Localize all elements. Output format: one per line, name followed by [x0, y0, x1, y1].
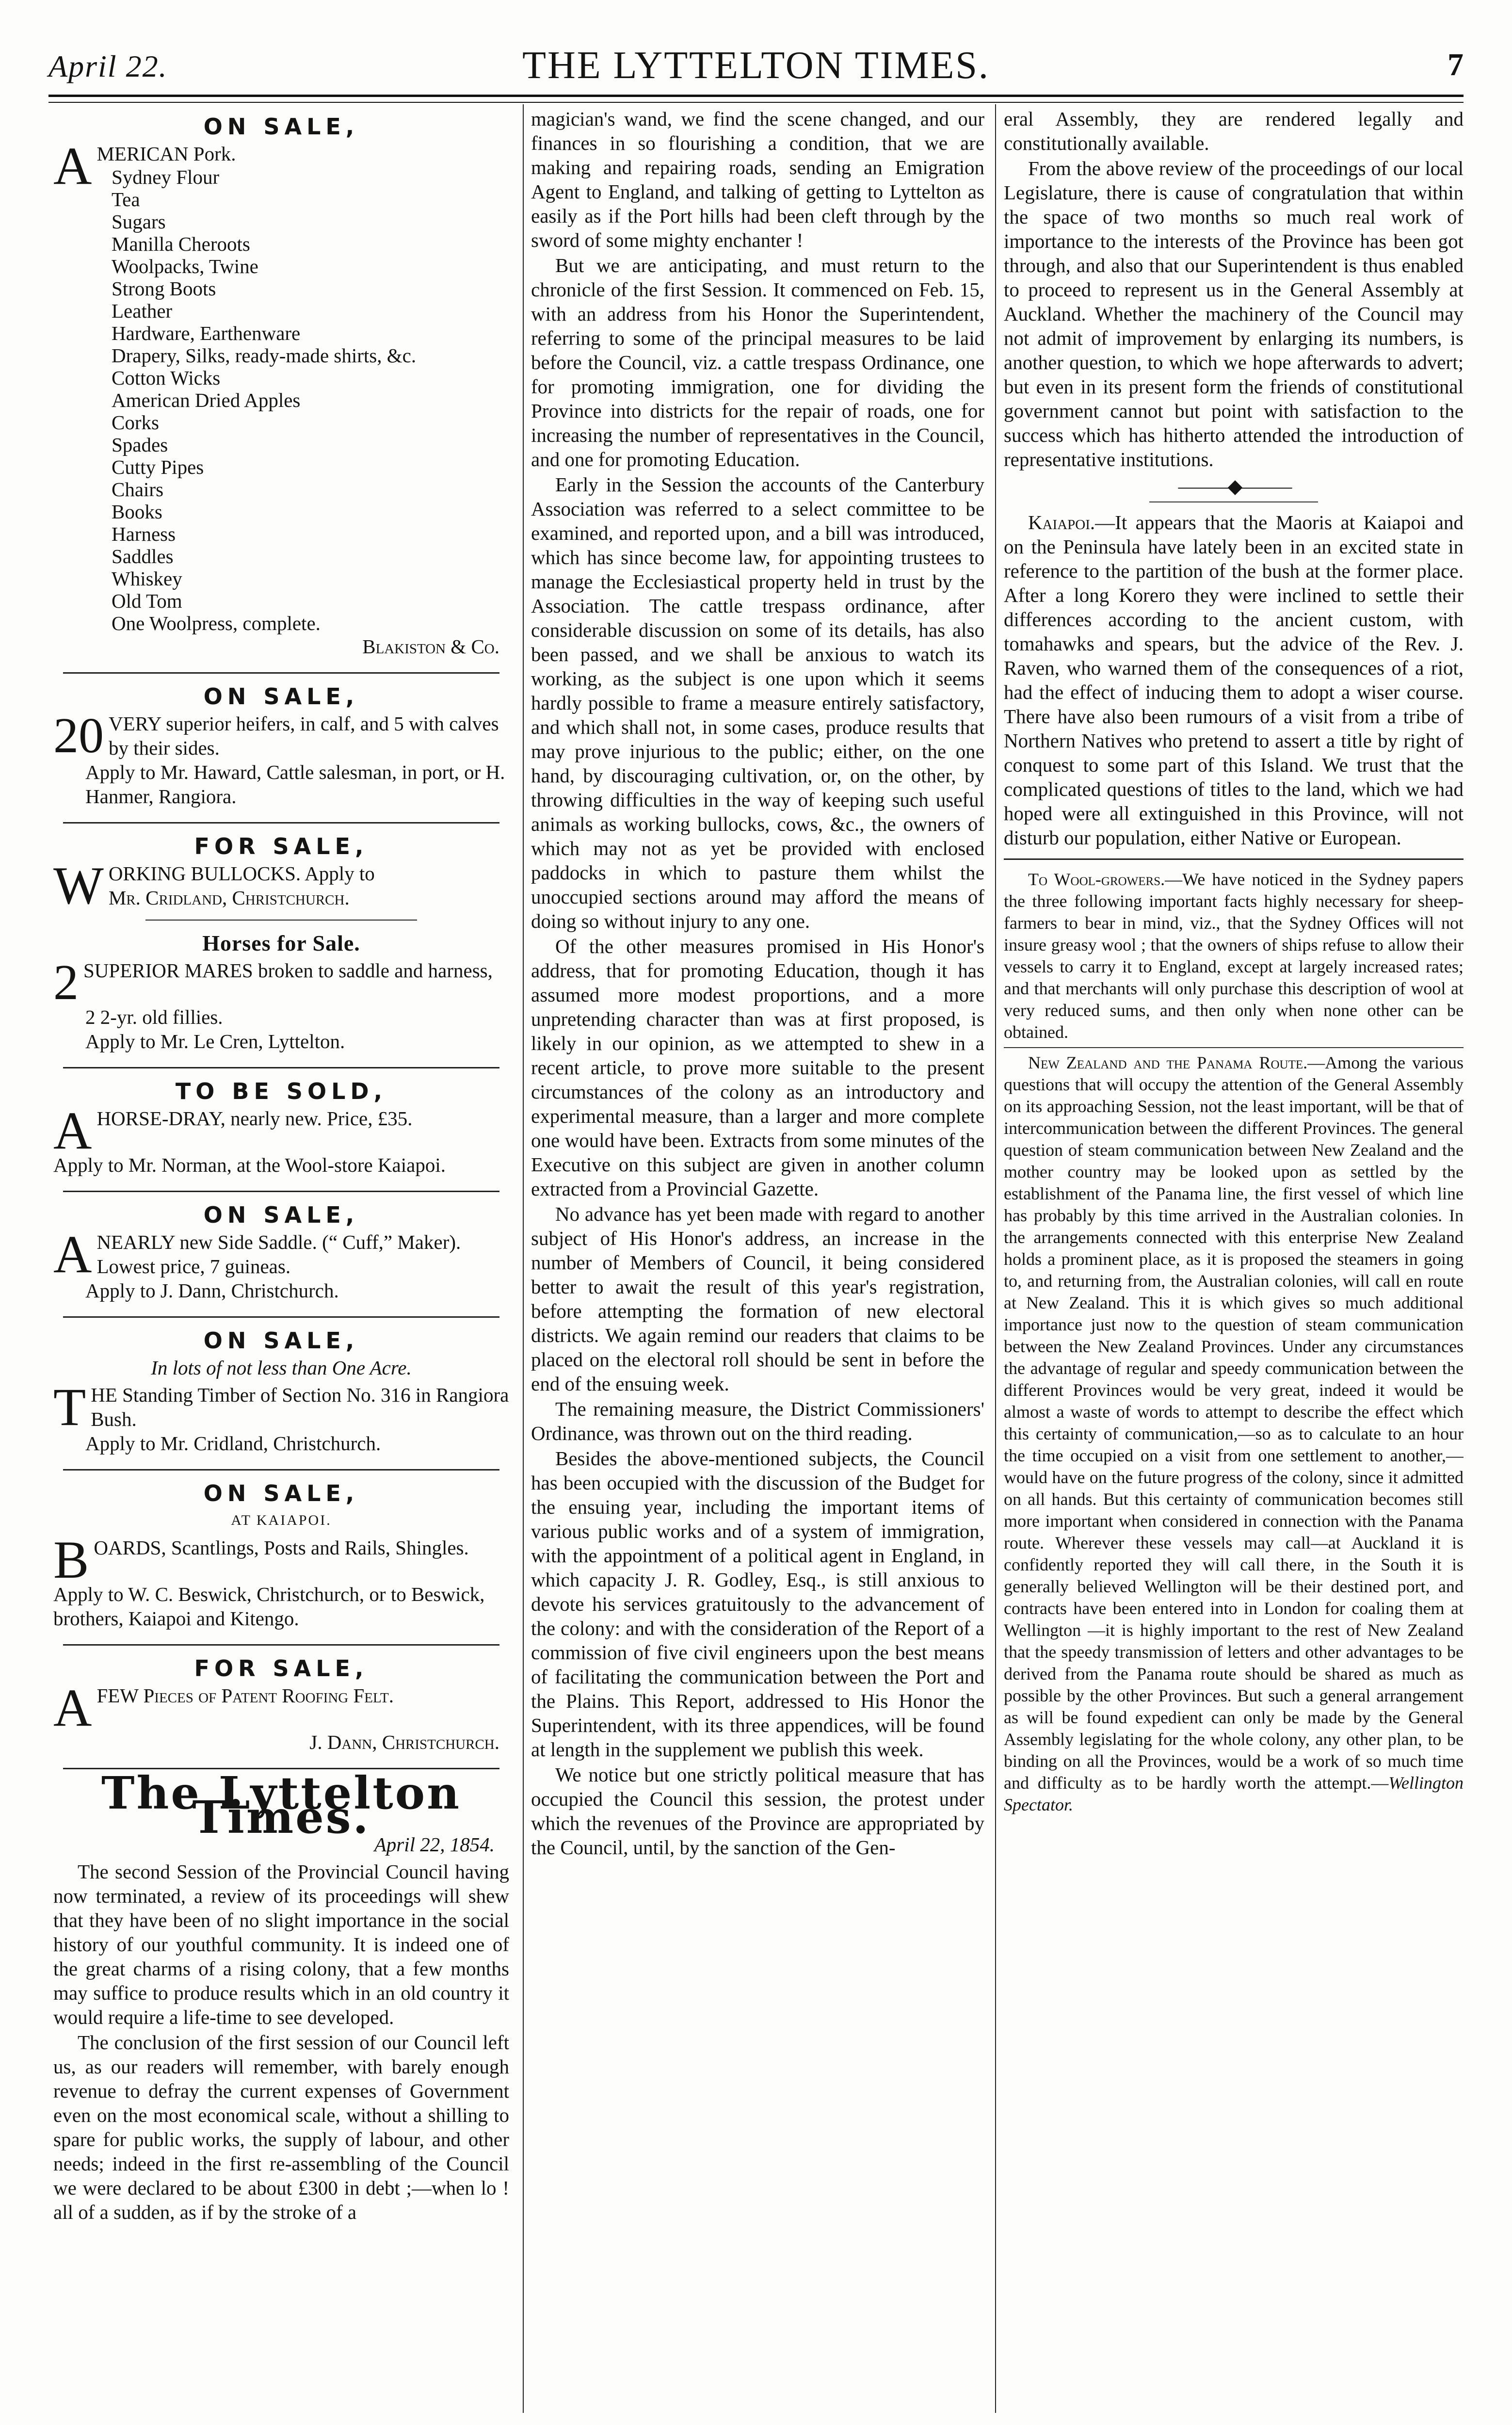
column-advertisements	[48, 107, 514, 2425]
news-body: —We have noticed in the Sydney papers the three following important facts highly necessary for sheep-farmers to bear in mind, viz., that the Sydney Offices will not insure greasy wool ; that the owners of ships refuse to allow their vessels to carry it to England, except at largely increased rates; and that merchants will only purchase this description of wool at very reduced sums, and then only when none other can be obtained.	[1004, 870, 1464, 1042]
ad-list-item: Chairs	[112, 478, 164, 501]
news-heading: To Wool-growers.	[1028, 870, 1165, 889]
ad-heading: TO BE SOLD,	[175, 1078, 387, 1104]
ad-list-item: Spades	[112, 434, 168, 456]
news-wool-growers	[1004, 869, 1464, 1043]
ad-list-item: Woolpacks, Twine	[112, 255, 258, 277]
ad-list-item: Sugars	[112, 210, 166, 233]
ad-divider	[145, 920, 417, 921]
ad-subheading: AT KAIAPOI.	[231, 1512, 332, 1528]
news-body: —Among the various questions that will occupy the attention of the General Assembly on its approaching Session, not the least important, will be that of intercommunication between the different Provinces. The general question of steam communication between New Zealand and the mother country may be looked upon as settled by the establishment of the Panama line, the first vessel of which line has probably by this time arrived in the Australian colonies. In the arrangements connected with this enterprise New Zealand holds a prominent place, as it is proposed the steamers in going to, and returning from, the Australian colonies, will call en route at New Zealand. This it is which gives so much additional importance just now to the question of steam communication between the New Zealand Provinces. Under any circumstances the advantage of regular and speedy communication between the different Provinces would be very great, indeed it would be almost a waste of words to attempt to describe the effect which this certainty of communication,—so as to calculate to an hour the time occupied on a visit from one settlement to another,—would have on the future progress of the colony, since it admitted on all hands. But this certainty of communication becomes still more important when considered in connection with the Panama route. Wherever these vessels may call—at Auckland it is confidently reported they will call there, in the South it is generally believed Wellington will be their destined port, and contracts have been entered into in London for coaling them at Wellington —it is highly important to the rest of New Zealand that the speedy transmission of letters and other advantages to be derived from the Panama route should be shared as much as possible by the other Provinces. But such a general arrangement as will be found expedient can only be made by the General Assembly legislating for the whole colony, any other plan, to be binding on all the Provinces, would be a work of so much time and difficulty as to be hardly worth the attempt.—	[1004, 1053, 1464, 1793]
newspaper-title: THE LYTTELTON TIMES.	[522, 44, 990, 87]
editorial-paragraph: The second Session of the Provincial Council having now terminated, a review of its proceedings will shew that they have been of no slight importance in the social history of our youthful community. It is indeed one of the great charms of a rising colony, that a few months may suffice to produce results which in an old country it would require a life-time to see developed.	[53, 1860, 509, 2028]
ad-text: NEARLY new Side Saddle. (“ Cuff,” Maker). Lowest price, 7 guineas.	[97, 1231, 461, 1277]
ad-heading: ON SALE,	[203, 113, 359, 140]
ad-heading: FOR SALE,	[194, 833, 369, 859]
news-heading: New Zealand and the Panama Route.	[1028, 1053, 1308, 1072]
drop-cap: W	[53, 856, 104, 915]
editorial	[48, 1767, 514, 2224]
ad-divider	[63, 1644, 499, 1646]
drop-cap: A	[53, 1101, 92, 1160]
ad-list-item: Strong Boots	[112, 277, 216, 300]
drop-cap: 2	[53, 954, 79, 1010]
ad-first-line: MERICAN Pork.	[97, 143, 236, 165]
issue-date: April 22.	[48, 49, 168, 83]
ad-divider	[63, 822, 499, 824]
column-news	[1004, 107, 1464, 2425]
drop-cap: A	[53, 136, 92, 195]
ad-list-item: Sydney Flour	[112, 166, 220, 188]
ad-list-item: Leather	[112, 300, 173, 322]
editorial-paragraph: The remaining measure, the District Commissioners' Ordinance, was thrown out on the third reading.	[531, 1398, 984, 1444]
ad-heading: Horses for Sale.	[202, 931, 360, 955]
ad-heading: ON SALE,	[203, 1327, 359, 1354]
ad-apply: Apply to Mr. Haward, Cattle salesman, in port, or H. Hanmer, Rangiora.	[85, 761, 505, 808]
ad-apply: Apply to J. Dann, Christchurch.	[85, 1279, 339, 1302]
ad-bullocks	[48, 826, 514, 915]
editorial-paragraph: Early in the Session the accounts of the Canterbury Association was referred to a select committee to be examined, and reported upon, and a bill was introduced, which has since become law, for appointing trustees to manage the Ecclesiastical property held in trust by the Association. The cattle trespass ordinance, after considerable discussion on some of its details, has also been passed, and we shall be anxious to watch its working, as the subject is one upon which it seems hardly possible to frame a measure entirely satisfactory, and which shall not, in some cases, produce results that may prove injurious to the public; either, on the one hand, by discouraging cultivation, or, on the other, by throwing difficulties in the way of keeping such useful animals as working bullocks, cows, &c., the owners of which may not as yet be provided with enclosed paddocks in which to pasture them whilst the unoccupied sections around may afford the means of doing so without injury to any one.	[531, 473, 984, 932]
ad-heifers	[48, 677, 514, 813]
drop-cap: 20	[53, 708, 104, 763]
section-divider	[1004, 1047, 1464, 1048]
ad-divider	[63, 1191, 499, 1192]
ad-list-item: Whiskey	[112, 567, 182, 590]
news-heading: Kaiapoi.	[1028, 511, 1095, 534]
drop-cap: B	[53, 1530, 89, 1589]
ad-heading: FOR SALE,	[194, 1655, 369, 1681]
ad-apply: Mr. Cridland, Christchurch.	[108, 887, 350, 909]
ad-list-item: Saddles	[112, 545, 174, 567]
ad-apply: Apply to W. C. Beswick, Christchurch, or to Beswick, brothers, Kaiapoi and Kitengo.	[53, 1583, 485, 1630]
ad-list-item: Drapery, Silks, ready-made shirts, &c.	[112, 344, 417, 367]
ad-standing-timber	[48, 1321, 514, 1460]
ad-boards	[48, 1473, 514, 1635]
news-panama-route	[1004, 1052, 1464, 1816]
ad-heading: ON SALE,	[203, 1202, 359, 1228]
ornament-divider: ———◆———	[1178, 475, 1289, 497]
masthead-rule-thin	[48, 102, 1464, 103]
ad-horse-dray	[48, 1071, 514, 1182]
ad-divider	[63, 1316, 499, 1318]
ad-list-item: Cotton Wicks	[112, 367, 221, 389]
editorial-paragraph: Of the other measures promised in His Honor's address, that for promoting Education, though it has assumed more modest proportions, and a more unpretending character than was at first proposed, is likely in our opinion, as we attempted to shew in a recent article, to prove more suitable to the present circumstances of the colony as an introductory and experimental measure, than a larger and more complete one would have been. Extracts from some minutes of the Executive on this subject are given in another column extracted from a Provincial Gazette.	[531, 935, 984, 1200]
ad-signature: Blakiston & Co.	[362, 635, 499, 658]
editorial-title: The Lyttelton Times.	[101, 1767, 461, 1843]
ad-roofing-felt	[48, 1649, 514, 1759]
ad-apply: Apply to Mr. Cridland, Christchurch.	[85, 1432, 381, 1455]
ad-list-item: Cutty Pipes	[112, 456, 204, 478]
ad-text: VERY superior heifers, in calf, and 5 with calves by their sides.	[109, 712, 499, 759]
ad-text: SUPERIOR MARES broken to saddle and harness,	[83, 959, 493, 982]
editorial-paragraph: eral Assembly, they are rendered legally and constitutionally available.	[1004, 108, 1464, 154]
ad-heading: ON SALE,	[203, 683, 359, 710]
drop-cap: A	[53, 1678, 92, 1737]
ad-side-saddle	[48, 1195, 514, 1308]
ad-text: HORSE-DRAY, nearly new. Price, £35.	[97, 1107, 413, 1130]
section-divider	[1004, 858, 1464, 860]
ad-heading: ON SALE,	[203, 1480, 359, 1506]
ad-list-item: One Woolpress, complete.	[112, 612, 321, 634]
ad-note: In lots of not less than One Acre.	[151, 1357, 412, 1379]
editorial-paragraph: The conclusion of the first session of our Council left us, as our readers will remember, with barely enough revenue to defray the current expenses of Government even on the most economical scale, without a shilling to spare for public works, the supply of labour, and other needs; indeed in the first re-assembling of the Council we were declared to be about £300 in debt ;—when lo ! all of a sudden, as if by the stroke of a	[53, 2031, 509, 2223]
editorial-date: April 22, 1854.	[374, 1833, 495, 1856]
ad-apply: Apply to Mr. Le Cren, Lyttelton.	[85, 1030, 345, 1052]
ad-text: FEW Pieces of Patent Roofing Felt.	[97, 1684, 394, 1707]
news-kaiapoi	[1004, 510, 1464, 850]
ad-list-item: Manilla Cheroots	[112, 233, 250, 255]
ad-list-item: Harness	[112, 523, 176, 545]
ad-list-item: Hardware, Earthenware	[112, 322, 301, 344]
ad-american-pork	[48, 107, 514, 663]
editorial-paragraph: No advance has yet been made with regard to another subject of His Honor's address, an increase in the number of Members of Council, it being considered better to await the result of this year's registration, before attempting the formation of new electoral districts. We again remind our readers that claims to be placed on the electoral roll should be sent in before the end of the ensuing week.	[531, 1203, 984, 1395]
column-rule	[523, 104, 524, 2413]
masthead-rule	[48, 95, 1464, 97]
masthead	[48, 44, 1464, 97]
ad-divider	[63, 1469, 499, 1471]
ad-text-2: 2 2-yr. old fillies.	[85, 1006, 223, 1028]
drop-cap: T	[53, 1377, 86, 1437]
editorial-paragraph: magician's wand, we find the scene changed, and our finances in so flourishing a condition, that we are making and repairing roads, sending an Emigration Agent to England, and talking of getting to Lyttelton as easily as if the Port hills had been cleft through by the sword of some mighty enchanter !	[531, 108, 984, 251]
ad-list-item: Corks	[112, 411, 159, 434]
ad-divider	[63, 1067, 499, 1068]
ad-text: OARDS, Scantlings, Posts and Rails, Shingles.	[94, 1536, 469, 1559]
ad-text: ORKING BULLOCKS. Apply to	[108, 862, 375, 885]
editorial-paragraph: We notice but one strictly political measure that has occupied the Council this session, the protest under which the revenues of the Province are appropriated by the Council, until, by the sanction of the Gen-	[531, 1763, 984, 1859]
news-body: —It appears that the Maoris at Kaiapoi and on the Peninsula have lately been in an excited state in reference to the partition of the bush at the former place. After a long Korero they were inclined to settle their differences according to the ancient custom, with tomahawks and spears, but the advice of the Rev. J. Raven, who warned them of the consequences of a riot, had the effect of inducing them to adopt a wiser course. There have also been rumours of a visit from a tribe of Northern Natives who pretend to assert a title by right of conquest to some part of this Island. We trust that the complicated questions of titles to the land, which we had hoped were all extinguished in this Province, will not disturb our population, either Native or European.	[1004, 511, 1464, 849]
column-editorial-continued	[531, 107, 984, 2425]
ad-list-item: American Dried Apples	[112, 389, 301, 411]
ad-text: HE Standing Timber of Section No. 316 in Rangiora Bush.	[91, 1384, 509, 1430]
ad-horses	[48, 923, 514, 1058]
ad-apply: Apply to Mr. Norman, at the Wool-store Kaiapoi.	[53, 1154, 446, 1176]
page-number: 7	[1448, 47, 1464, 82]
ad-list-item: Books	[112, 501, 162, 523]
column-rule	[995, 104, 996, 2413]
section-divider	[1149, 501, 1318, 502]
ad-divider	[63, 672, 499, 674]
news-source: Wellington Spectator.	[1004, 1773, 1464, 1814]
ad-list-item: Old Tom	[112, 590, 182, 612]
editorial-paragraph: But we are anticipating, and must return to the chronicle of the first Session. It commenced on Feb. 15, with an address from his Honor the Superintendent, referring to some of the principal measures to be laid before the Council, viz. a cattle trespass Ordinance, one for promoting immigration, one for dividing the Province into districts for the repair of roads, one for increasing the number of representatives in the Council, and one for promoting Education.	[531, 254, 984, 470]
drop-cap: A	[53, 1225, 92, 1284]
ad-list-item: Tea	[112, 188, 140, 210]
ad-signature: J. Dann, Christchurch.	[309, 1731, 499, 1753]
editorial-paragraph: Besides the above-mentioned subjects, the Council has been occupied with the discussion of the Budget for the ensuing year, including the important items of various public works and of a system of immigration, with the appointment of a political agent in England, in which capacity J. R. Godley, Esq., is still anxious to devote his services gratuitously to the advancement of the colony: and with the consideration of the Report of a commission of five civil engineers upon the best means of facilitating the communication between the Port and the Plains. This Report, addressed to His Honor the Superintendent, with its three appendices, will be found at length in the supplement we publish this week.	[531, 1447, 984, 1761]
editorial-paragraph: From the above review of the proceedings of our local Legislature, there is cause of congratulation that within the space of two months so much real work of importance to the interests of the Province has been got through, and also that our Superintendent is thus enabled to proceed to represent us in the General Assembly at Auckland. Whether the machinery of the Council may not admit of improvement by enlarging its numbers, is another question, to which we hope afterwards to advert; but even in its present form the friends of constitutional government cannot but point with satisfaction to the success which has hitherto attended the introduction of representative institutions.	[1004, 157, 1464, 470]
